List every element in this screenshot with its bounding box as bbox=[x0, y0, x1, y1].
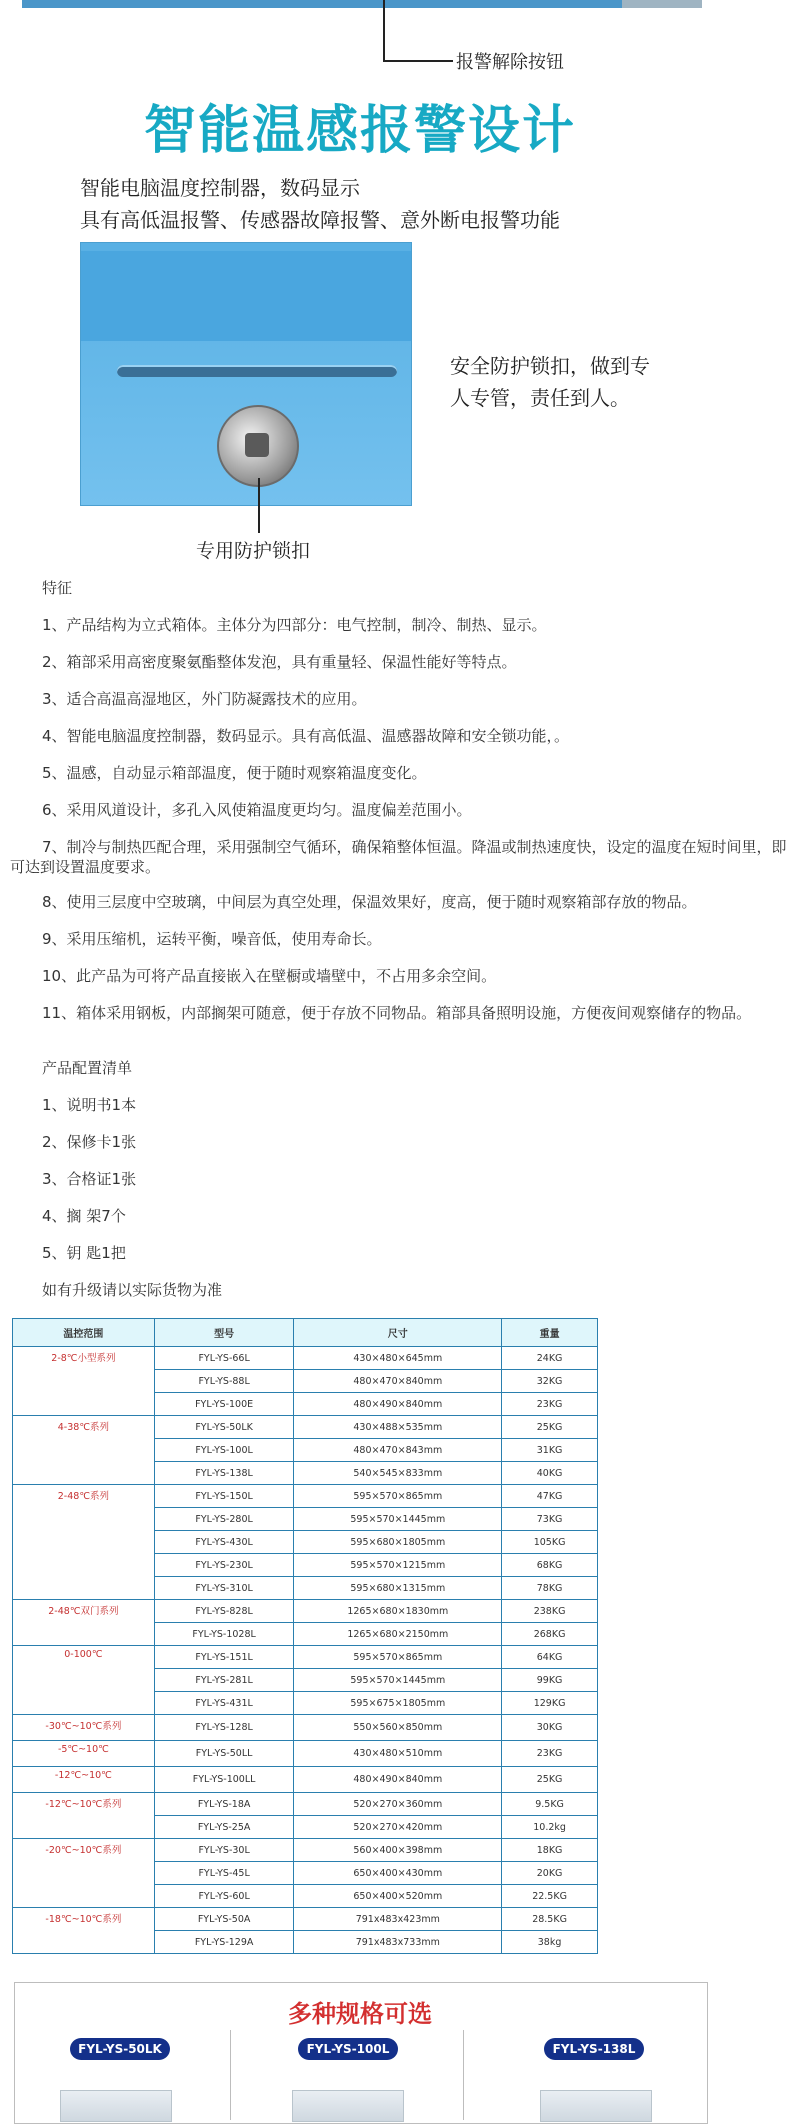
column-header: 型号 bbox=[154, 1319, 294, 1347]
model-cell: FYL-YS-50A bbox=[154, 1908, 294, 1931]
feature-item: 11、箱体采用钢板，内部搁架可随意，便于存放不同物品。箱部具备照明设施，方便夜间观察储存的物品。 bbox=[42, 1004, 752, 1022]
page-title: 智能温感报警设计 bbox=[143, 101, 576, 161]
table-row bbox=[13, 1715, 598, 1741]
weight-cell: 78KG bbox=[502, 1577, 598, 1600]
table-row bbox=[13, 1839, 598, 1862]
temp-range-cell: -12℃~10℃ bbox=[13, 1767, 155, 1793]
model-cell: FYL-YS-150L bbox=[154, 1485, 294, 1508]
model-cell: FYL-YS-151L bbox=[154, 1646, 294, 1669]
model-cell: FYL-YS-50LK bbox=[154, 1416, 294, 1439]
model-cell: FYL-YS-100E bbox=[154, 1393, 294, 1416]
config-item: 5、钥 匙1把 bbox=[42, 1244, 126, 1262]
config-item: 3、合格证1张 bbox=[42, 1170, 137, 1188]
feature-item: 7、制冷与制热匹配合理，采用强制空气循环，确保箱整体恒温。降温或制热速度快，设定的温度在短时间里，即可达到设置温度要求。 bbox=[10, 838, 787, 876]
feature-item: 10、此产品为可将产品直接嵌入在壁橱或墙壁中，不占用多余空间。 bbox=[42, 967, 497, 985]
model-cell: FYL-YS-138L bbox=[154, 1462, 294, 1485]
model-cell: FYL-YS-25A bbox=[154, 1816, 294, 1839]
column-header: 尺寸 bbox=[294, 1319, 502, 1347]
weight-cell: 73KG bbox=[502, 1508, 598, 1531]
product-image bbox=[292, 2090, 404, 2122]
feature-item: 4、智能电脑温度控制器，数码显示。具有高低温、温感器故障和安全锁功能，。 bbox=[42, 727, 570, 745]
weight-cell: 64KG bbox=[502, 1646, 598, 1669]
size-cell: 480×470×840mm bbox=[294, 1370, 502, 1393]
model-cell: FYL-YS-280L bbox=[154, 1508, 294, 1531]
temp-range-cell: -20℃~10℃系列 bbox=[13, 1839, 155, 1908]
weight-cell: 38kg bbox=[502, 1931, 598, 1954]
model-cell: FYL-YS-60L bbox=[154, 1885, 294, 1908]
size-cell: 1265×680×2150mm bbox=[294, 1623, 502, 1646]
weight-cell: 40KG bbox=[502, 1462, 598, 1485]
promo-title: 多种规格可选 bbox=[288, 2000, 432, 2028]
size-cell: 595×570×865mm bbox=[294, 1485, 502, 1508]
spec-table-body bbox=[13, 1347, 598, 1954]
config-item: 2、保修卡1张 bbox=[42, 1133, 137, 1151]
temp-range-cell: -18℃~10℃系列 bbox=[13, 1908, 155, 1954]
model-cell: FYL-YS-18A bbox=[154, 1793, 294, 1816]
feature-item: 8、使用三层度中空玻璃，中间层为真空处理，保温效果好，度高，便于随时观察箱部存放的物品。 bbox=[42, 893, 697, 911]
model-cell: FYL-YS-100L bbox=[154, 1439, 294, 1462]
size-cell: 430×488×535mm bbox=[294, 1416, 502, 1439]
weight-cell: 32KG bbox=[502, 1370, 598, 1393]
lock-icon bbox=[217, 405, 299, 487]
size-cell: 480×490×840mm bbox=[294, 1767, 502, 1793]
feature-item: 9、采用压缩机，运转平衡，噪音低，使用寿命长。 bbox=[42, 930, 382, 948]
temp-range-cell: -12℃~10℃系列 bbox=[13, 1793, 155, 1839]
weight-cell: 23KG bbox=[502, 1741, 598, 1767]
size-cell: 550×560×850mm bbox=[294, 1715, 502, 1741]
temp-range-cell: -5℃~10℃ bbox=[13, 1741, 155, 1767]
size-cell: 650×400×430mm bbox=[294, 1862, 502, 1885]
size-cell: 650×400×520mm bbox=[294, 1885, 502, 1908]
size-cell: 595×570×1445mm bbox=[294, 1669, 502, 1692]
feature-item: 6、采用风道设计，多孔入风使箱温度更均匀。温度偏差范围小。 bbox=[42, 801, 472, 819]
size-cell: 520×270×360mm bbox=[294, 1793, 502, 1816]
size-cell: 595×570×1215mm bbox=[294, 1554, 502, 1577]
weight-cell: 23KG bbox=[502, 1393, 598, 1416]
table-header-row bbox=[13, 1319, 598, 1347]
weight-cell: 47KG bbox=[502, 1485, 598, 1508]
model-badge: FYL-YS-138L bbox=[544, 2038, 644, 2060]
weight-cell: 105KG bbox=[502, 1531, 598, 1554]
size-cell: 791x483x423mm bbox=[294, 1908, 502, 1931]
temp-range-cell: 2-48℃双门系列 bbox=[13, 1600, 155, 1646]
size-cell: 480×490×840mm bbox=[294, 1393, 502, 1416]
config-note: 如有升级请以实际货物为准 bbox=[42, 1281, 223, 1299]
feature-item: 1、产品结构为立式箱体。主体分为四部分：电气控制，制冷、制热、显示。 bbox=[42, 616, 547, 634]
weight-cell: 9.5KG bbox=[502, 1793, 598, 1816]
size-cell: 791x483x733mm bbox=[294, 1931, 502, 1954]
table-row bbox=[13, 1908, 598, 1931]
weight-cell: 22.5KG bbox=[502, 1885, 598, 1908]
size-cell: 430×480×510mm bbox=[294, 1741, 502, 1767]
temp-range-cell: -30℃~10℃系列 bbox=[13, 1715, 155, 1741]
weight-cell: 25KG bbox=[502, 1767, 598, 1793]
config-heading: 产品配置清单 bbox=[42, 1059, 133, 1077]
product-image bbox=[540, 2090, 652, 2122]
cabinet-panel bbox=[81, 251, 411, 341]
side-note-line: 安全防护锁扣，做到专 bbox=[450, 354, 650, 378]
weight-cell: 25KG bbox=[502, 1416, 598, 1439]
lock-caption: 专用防护锁扣 bbox=[196, 540, 311, 562]
weight-cell: 68KG bbox=[502, 1554, 598, 1577]
weight-cell: 30KG bbox=[502, 1715, 598, 1741]
side-note-line: 人专管，责任到人。 bbox=[450, 386, 630, 410]
size-cell: 595×570×1445mm bbox=[294, 1508, 502, 1531]
table-row bbox=[13, 1416, 598, 1439]
weight-cell: 20KG bbox=[502, 1862, 598, 1885]
temp-range-cell: 2-8℃小型系列 bbox=[13, 1347, 155, 1416]
table-row bbox=[13, 1741, 598, 1767]
temp-range-cell: 4-38℃系列 bbox=[13, 1416, 155, 1485]
lock-side-note bbox=[450, 350, 700, 414]
feature-item: 5、温感，自动显示箱部温度，便于随时观察箱温度变化。 bbox=[42, 764, 427, 782]
subtitle-line: 智能电脑温度控制器，数码显示 bbox=[80, 176, 360, 200]
size-cell: 595×570×865mm bbox=[294, 1646, 502, 1669]
product-image bbox=[60, 2090, 172, 2122]
promo-divider bbox=[230, 2030, 231, 2120]
size-cell: 430×480×645mm bbox=[294, 1347, 502, 1370]
weight-cell: 10.2kg bbox=[502, 1816, 598, 1839]
size-cell: 595×680×1315mm bbox=[294, 1577, 502, 1600]
table-row bbox=[13, 1600, 598, 1623]
model-badge: FYL-YS-50LK bbox=[70, 2038, 170, 2060]
config-item: 4、搁 架7个 bbox=[42, 1207, 126, 1225]
temp-range-cell: 0-100℃ bbox=[13, 1646, 155, 1715]
features-heading: 特征 bbox=[42, 579, 73, 597]
feature-item: 3、适合高温高湿地区，外门防凝露技术的应用。 bbox=[42, 690, 367, 708]
door-handle-slot bbox=[117, 365, 397, 377]
product-photo-strip bbox=[22, 0, 702, 8]
model-cell: FYL-YS-430L bbox=[154, 1531, 294, 1554]
weight-cell: 28.5KG bbox=[502, 1908, 598, 1931]
size-cell: 1265×680×1830mm bbox=[294, 1600, 502, 1623]
model-cell: FYL-YS-45L bbox=[154, 1862, 294, 1885]
temp-range-cell: 2-48℃系列 bbox=[13, 1485, 155, 1600]
callout-line bbox=[258, 478, 260, 533]
weight-cell: 238KG bbox=[502, 1600, 598, 1623]
model-cell: FYL-YS-88L bbox=[154, 1370, 294, 1393]
column-header: 温控范围 bbox=[13, 1319, 155, 1347]
subtitle-line: 具有高低温报警、传感器故障报警、意外断电报警功能 bbox=[80, 208, 560, 232]
alarm-release-callout: 报警解除按钮 bbox=[456, 52, 564, 73]
size-cell: 480×470×843mm bbox=[294, 1439, 502, 1462]
weight-cell: 129KG bbox=[502, 1692, 598, 1715]
model-cell: FYL-YS-50LL bbox=[154, 1741, 294, 1767]
lock-photo bbox=[80, 242, 412, 506]
model-cell: FYL-YS-66L bbox=[154, 1347, 294, 1370]
column-header: 重量 bbox=[502, 1319, 598, 1347]
weight-cell: 99KG bbox=[502, 1669, 598, 1692]
model-cell: FYL-YS-310L bbox=[154, 1577, 294, 1600]
weight-cell: 18KG bbox=[502, 1839, 598, 1862]
model-badge: FYL-YS-100L bbox=[298, 2038, 398, 2060]
config-item: 1、说明书1本 bbox=[42, 1096, 137, 1114]
weight-cell: 268KG bbox=[502, 1623, 598, 1646]
size-cell: 595×675×1805mm bbox=[294, 1692, 502, 1715]
size-cell: 595×680×1805mm bbox=[294, 1531, 502, 1554]
table-row bbox=[13, 1347, 598, 1370]
table-row bbox=[13, 1646, 598, 1669]
table-row bbox=[13, 1793, 598, 1816]
model-cell: FYL-YS-100LL bbox=[154, 1767, 294, 1793]
table-row bbox=[13, 1485, 598, 1508]
callout-line bbox=[383, 60, 453, 62]
feature-item: 2、箱部采用高密度聚氨酯整体发泡，具有重量轻、保温性能好等特点。 bbox=[42, 653, 517, 671]
table-row bbox=[13, 1767, 598, 1793]
model-cell: FYL-YS-128L bbox=[154, 1715, 294, 1741]
size-cell: 560×400×398mm bbox=[294, 1839, 502, 1862]
model-cell: FYL-YS-129A bbox=[154, 1931, 294, 1954]
size-cell: 520×270×420mm bbox=[294, 1816, 502, 1839]
model-cell: FYL-YS-281L bbox=[154, 1669, 294, 1692]
size-cell: 540×545×833mm bbox=[294, 1462, 502, 1485]
model-cell: FYL-YS-431L bbox=[154, 1692, 294, 1715]
spec-table bbox=[12, 1318, 598, 1954]
model-cell: FYL-YS-1028L bbox=[154, 1623, 294, 1646]
promo-divider bbox=[463, 2030, 464, 2120]
model-cell: FYL-YS-30L bbox=[154, 1839, 294, 1862]
weight-cell: 24KG bbox=[502, 1347, 598, 1370]
callout-line bbox=[383, 0, 385, 62]
model-cell: FYL-YS-230L bbox=[154, 1554, 294, 1577]
weight-cell: 31KG bbox=[502, 1439, 598, 1462]
model-cell: FYL-YS-828L bbox=[154, 1600, 294, 1623]
